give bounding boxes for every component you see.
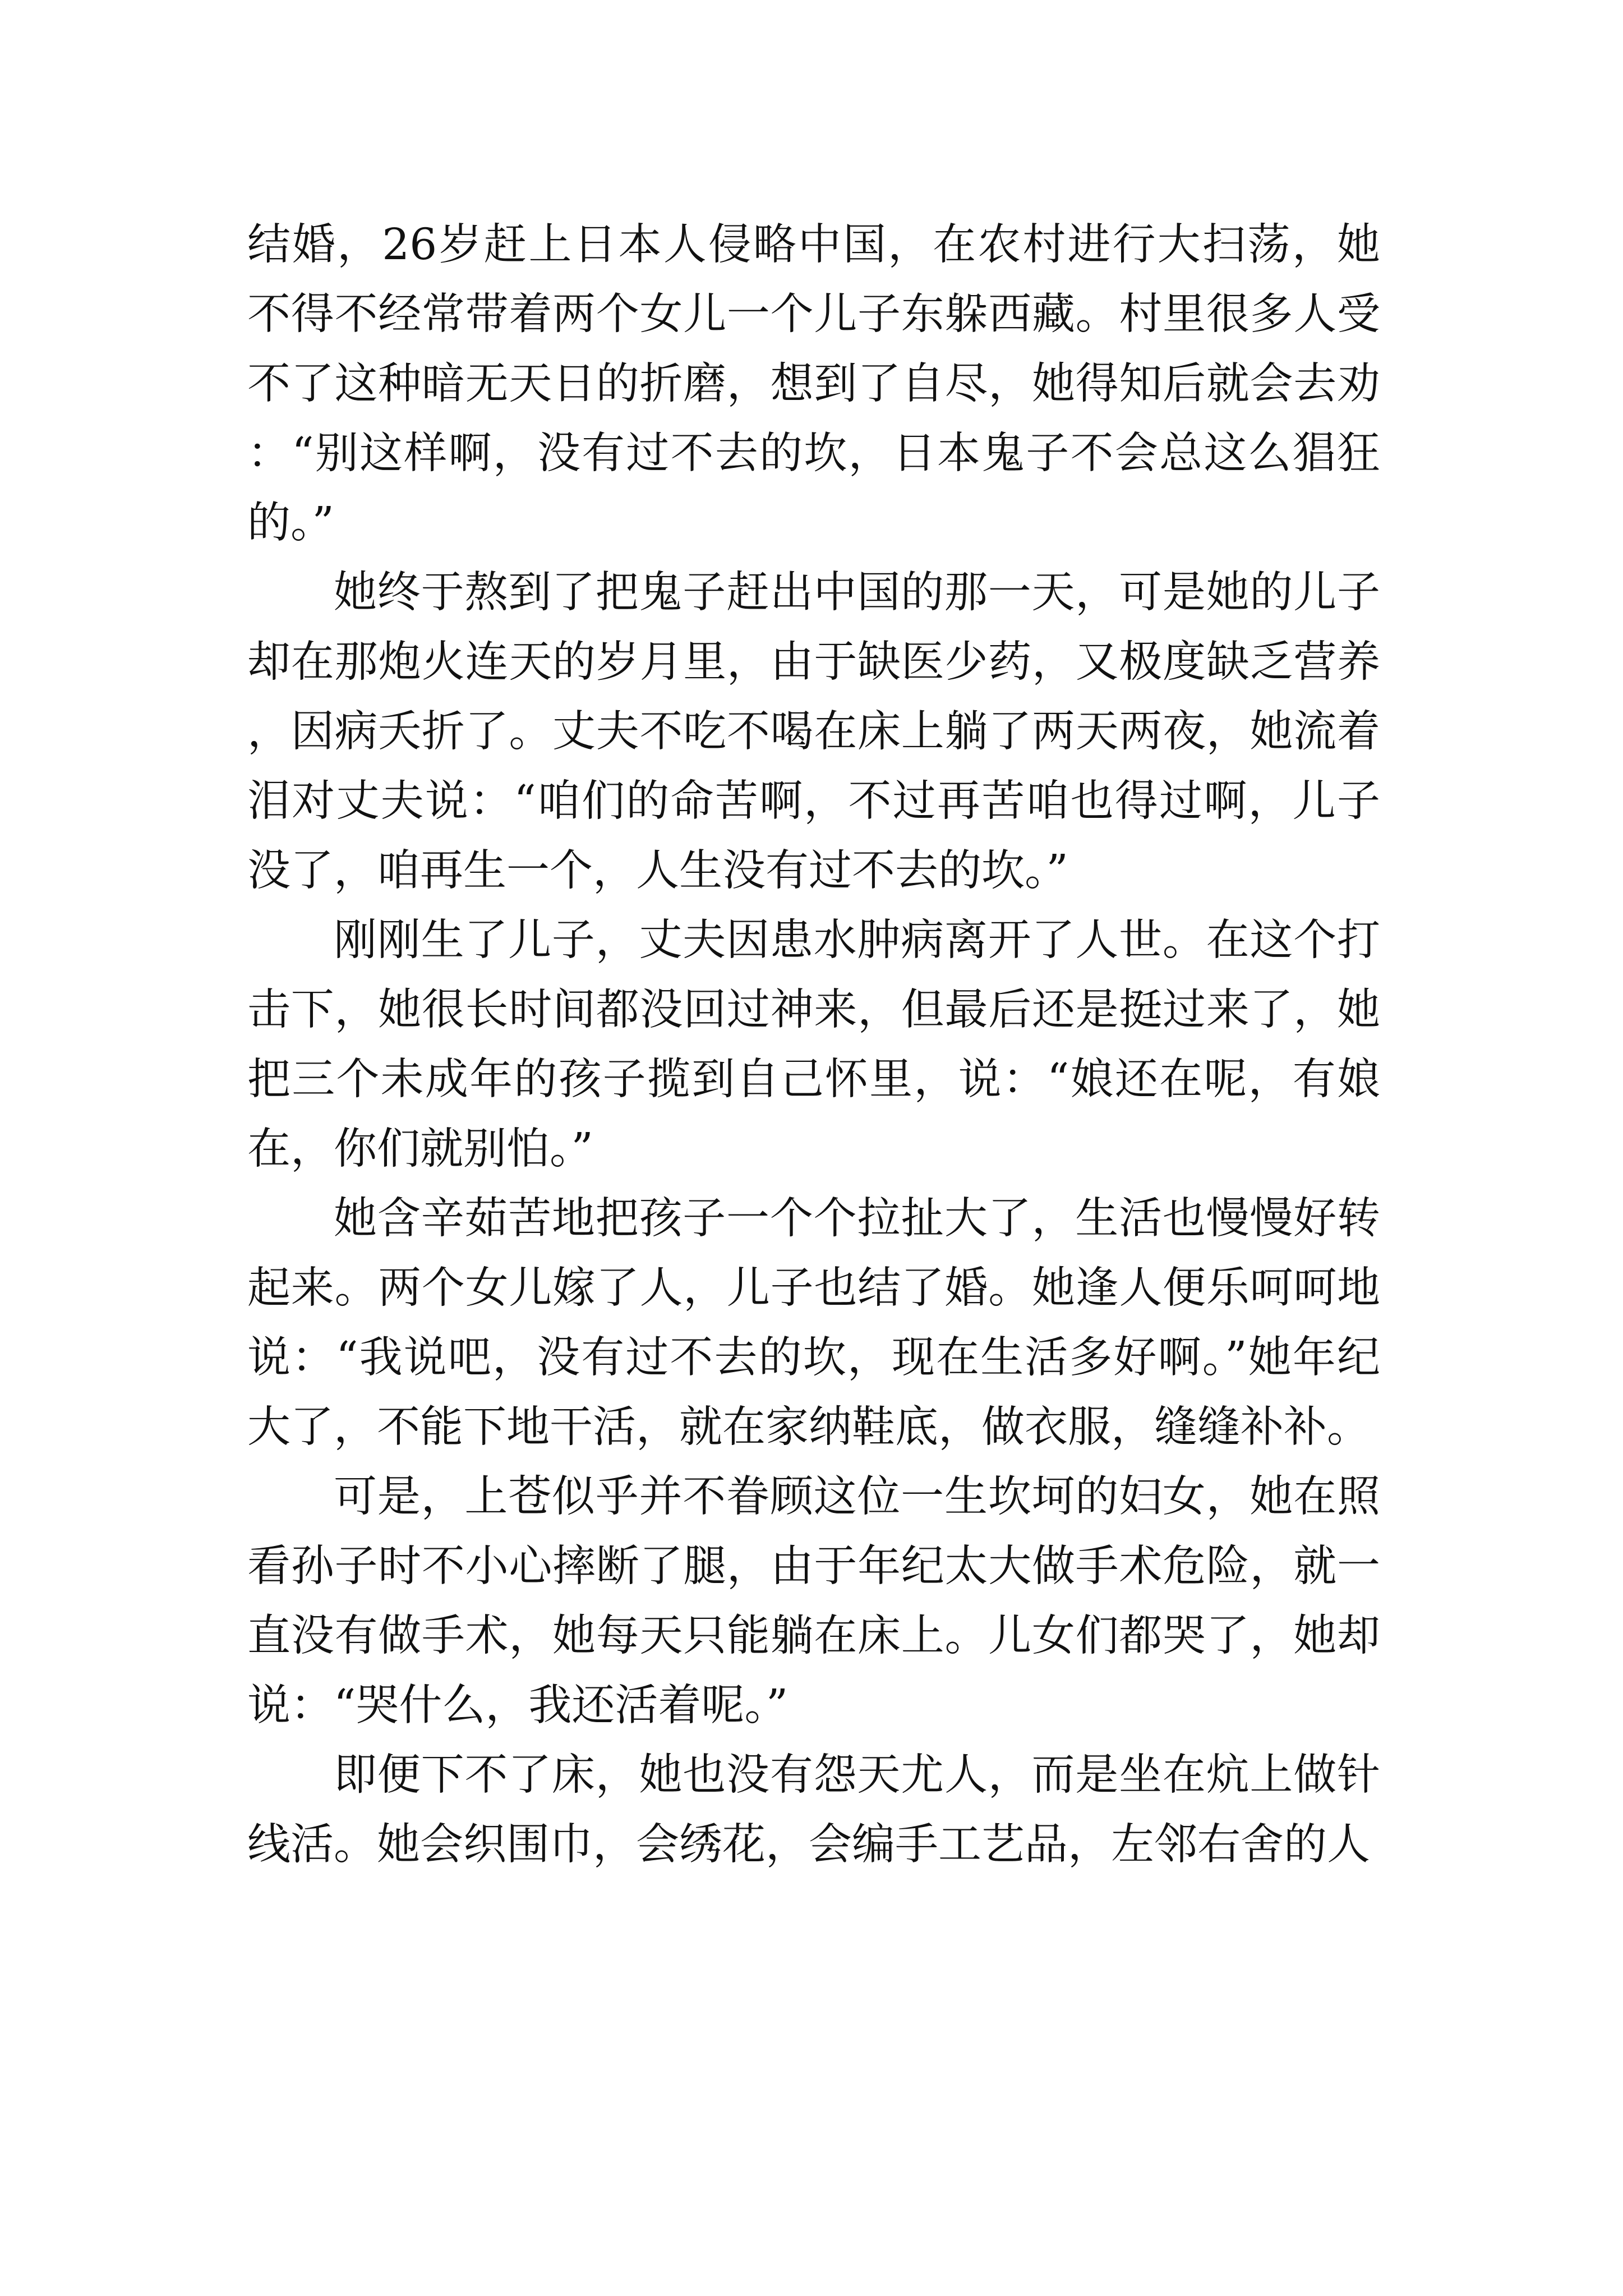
paragraph: 她终于熬到了把鬼子赶出中国的那一天，可是她的儿子却在那炮火连天的岁月里，由于缺医少药，又极度缺乏营养，因病夭折了。丈夫不吃不喝在床上躺了两天两夜，她流着泪对丈夫说：“咱们的命苦啊，不过再苦咱也得过啊，儿子没了，咱再生一个，人生没有过不去的坎。”: [247, 568, 1380, 896]
paragraph: 可是，上苍似乎并不眷顾这位一生坎坷的妇女，她在照看孙子时不小心摔断了腿，由于年纪太大做手术危险，就一直没有做手术，她每天只能躺在床上。儿女们都哭了，她却说：“哭什么，我还活着呢。”: [247, 1472, 1380, 1731]
paragraph: 刚刚生了儿子，丈夫因患水肿病离开了人世。在这个打击下，她很长时间都没回过神来，但最后还是挺过来了，她把三个未成年的孩子揽到自己怀里，说：“娘还在呢，有娘在，你们就别怕。”: [247, 915, 1380, 1174]
document-body: [247, 210, 1380, 1880]
paragraph: 她含辛茹苦地把孩子一个个拉扯大了，生活也慢慢好转起来。两个女儿嫁了人，儿子也结了婚。她逢人便乐呵呵地说：“我说吧，没有过不去的坎，现在生活多好啊。”她年纪大了，不能下地干活，就在家纳鞋底，做衣服，缝缝补补。: [247, 1194, 1380, 1452]
paragraph: 即便下不了床，她也没有怨天尤人，而是坐在炕上做针线活。她会织围巾，会绣花，会编手工艺品，左邻右舍的人: [247, 1750, 1380, 1870]
paragraph-continued: 结婚，26岁赶上日本人侵略中国，在农村进行大扫荡，她不得不经常带着两个女儿一个儿子东躲西藏。村里很多人受不了这种暗无天日的折磨，想到了自尽，她得知后就会去劝：“别这样啊，没有过不去的坎，日本鬼子不会总这么猖狂的。”: [247, 220, 1380, 548]
